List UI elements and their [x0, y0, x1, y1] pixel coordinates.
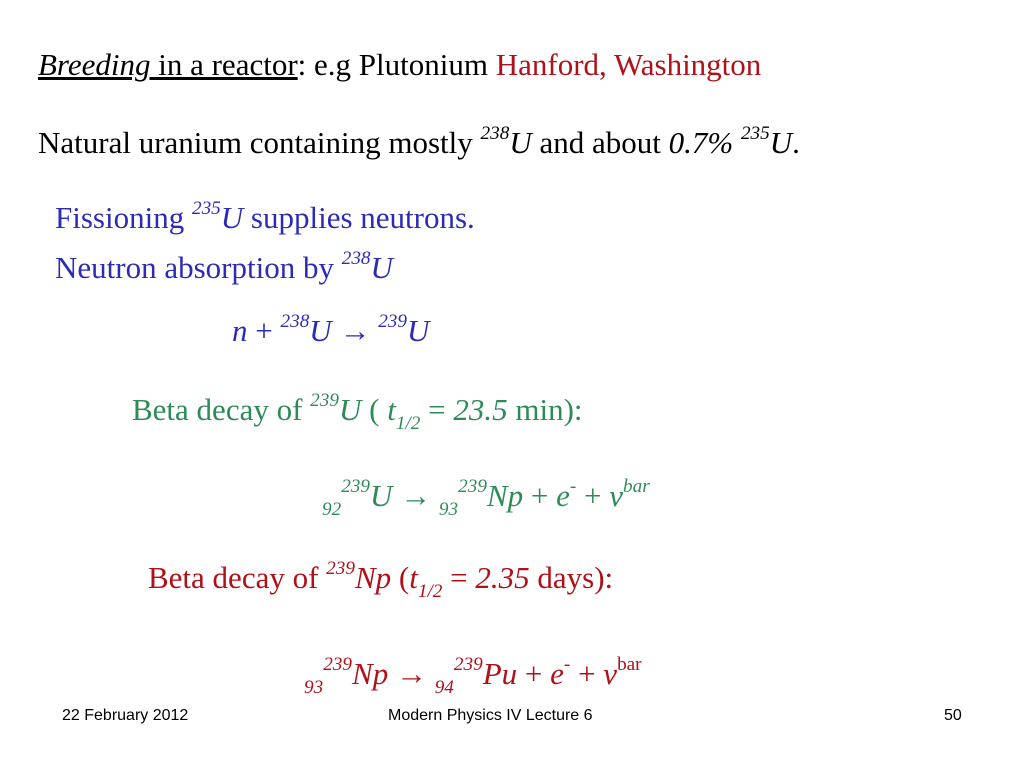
u-eq-nu: ν [609, 478, 624, 513]
fission-line-2 [55, 247, 393, 286]
beta-np-heading [148, 557, 614, 602]
u-eq-plus2: + [576, 478, 610, 513]
beta-np-eq: = [442, 560, 476, 595]
absorption-equation [232, 310, 430, 349]
footer-date: 22 February 2012 [62, 707, 189, 724]
beta-np-lead: Beta decay of [148, 560, 327, 595]
beta-u-heading [132, 389, 583, 434]
natural-space [733, 125, 741, 160]
eq-plus: + [247, 313, 281, 348]
u-eq-bar: bar [623, 475, 650, 497]
eq-u-a: U [309, 313, 332, 348]
slide-title [38, 47, 761, 83]
beta-np-unit: days): [529, 560, 614, 595]
beta-u-equation [322, 475, 650, 520]
fission-mass: 235 [191, 197, 221, 219]
footer-course: Modern Physics IV Lecture 6 [388, 707, 593, 724]
beta-u-t: t [387, 392, 396, 427]
u-eq-electron: e [556, 478, 570, 513]
title-place: Hanford, Washington [495, 47, 762, 82]
fission-line-1 [55, 197, 475, 236]
eq-u-b: U [407, 313, 430, 348]
u-eq-a1: 239 [341, 475, 371, 497]
eq-arrow: → [331, 313, 379, 348]
np-eq-a1: 239 [323, 653, 353, 675]
absorption-mass: 238 [341, 247, 371, 269]
beta-u-value: 23.5 [453, 392, 508, 427]
title-eg: : e.g Plutonium [297, 47, 496, 82]
u-eq-z2: 93 [438, 498, 459, 520]
u-eq-arrow: → [392, 478, 439, 513]
natural-u2: U [769, 125, 793, 160]
beta-np-equation [304, 653, 642, 698]
np-eq-a2: 239 [453, 653, 483, 675]
fission-u: U [220, 200, 244, 235]
np-eq-s1: Np [352, 656, 389, 691]
beta-u-paren: ( [361, 392, 388, 427]
eq-mass-a: 238 [280, 310, 310, 332]
natural-lead: Natural uranium containing mostly [38, 125, 481, 160]
np-eq-electron: e [550, 656, 564, 691]
absorption-lead: Neutron absorption by [55, 250, 342, 285]
beta-u-symbol: U [338, 392, 362, 427]
natural-mass-238: 238 [480, 122, 510, 144]
u-eq-a2: 239 [458, 475, 487, 497]
natural-end: . [792, 125, 800, 160]
np-eq-arrow: → [388, 656, 435, 691]
natural-u1: U [509, 125, 532, 160]
np-eq-bar: bar [617, 653, 642, 675]
u-eq-s1: U [370, 478, 393, 513]
np-eq-plus1: + [517, 656, 551, 691]
u-eq-plus1: + [523, 478, 557, 513]
beta-u-mass: 239 [310, 389, 339, 411]
u-eq-s2: Np [486, 478, 524, 513]
np-eq-electron-charge: - [563, 653, 571, 675]
natural-uranium-line [38, 122, 800, 161]
title-breeding: Breeding [38, 47, 151, 82]
natural-mid: and about [531, 125, 669, 160]
natural-pct: 0.7% [668, 125, 734, 160]
np-eq-nu: ν [603, 656, 618, 691]
fission-lead: Fissioning [55, 200, 192, 235]
u-eq-z1: 92 [322, 498, 342, 520]
u-eq-electron-charge: - [569, 475, 577, 497]
np-eq-plus2: + [570, 656, 604, 691]
footer-page-number: 50 [944, 707, 962, 724]
title-in-a-reactor: in a reactor [150, 47, 298, 82]
np-eq-z2: 94 [434, 676, 454, 698]
absorption-u: U [370, 250, 393, 285]
beta-u-unit: min): [507, 392, 583, 427]
np-eq-z1: 93 [304, 676, 324, 698]
np-eq-s2: Pu [482, 656, 518, 691]
eq-mass-b: 239 [378, 310, 407, 332]
natural-mass-235: 235 [740, 122, 770, 144]
beta-u-half: 1/2 [395, 412, 421, 434]
beta-np-symbol: Np [354, 560, 392, 595]
beta-np-value: 2.35 [475, 560, 530, 595]
fission-tail: supplies neutrons. [243, 200, 475, 235]
beta-np-t: t [409, 560, 418, 595]
beta-np-paren: ( [391, 560, 410, 595]
beta-u-lead: Beta decay of [132, 392, 311, 427]
eq-neutron: n [232, 313, 248, 348]
beta-np-mass: 239 [326, 557, 355, 579]
beta-u-eq: = [420, 392, 454, 427]
beta-np-half: 1/2 [417, 580, 443, 602]
